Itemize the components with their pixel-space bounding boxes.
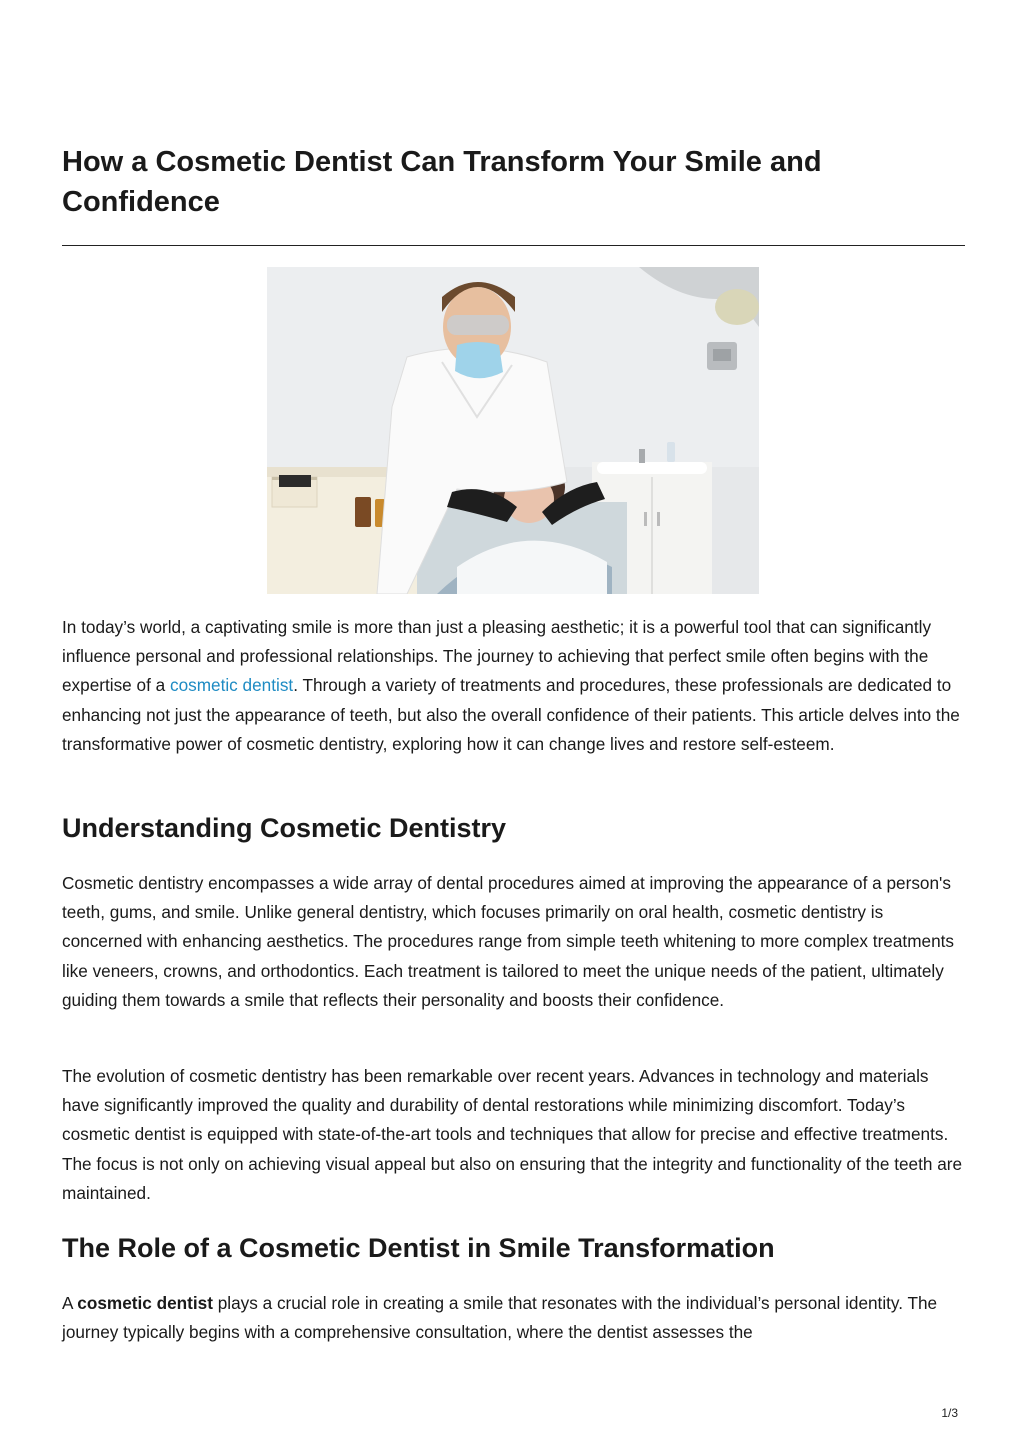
section2-paragraph-1 [62,1289,967,1347]
section-heading-role: The Role of a Cosmetic Dentist in Smile Transformation [62,1233,775,1263]
section1-paragraph-1: Cosmetic dentistry encompasses a wide array of dental procedures aimed at improving the appearance of a person's teeth, gums, and smile. Unlike general dentistry, which focuses primarily on oral health, cosmetic dentistry is concerned with enhancing aesthetics. The procedures range from simple teeth whitening to more complex treatments like veneers, crowns, and orthodontics. Each treatment is tailored to meet the unique needs of the patient, ultimately guiding them towards a smile that reflects their personality and boosts their confidence. [62,873,954,1010]
section1-paragraph-2: The evolution of cosmetic dentistry has been remarkable over recent years. Advances in technology and materials have significantly improved the quality and durability of dental restorations while minimizing discomfort. Today’s cosmetic dentist is equipped with state-of-the-art tools and techniques that allow for precise and effective treatments. The focus is not only on achieving visual appeal but also on ensuring that the integrity and functionality of the teeth are maintained. [62,1066,963,1203]
section2-text-prefix: A [62,1293,78,1313]
intro-paragraph [62,613,967,759]
section2-bold-term: cosmetic dentist [77,1293,213,1313]
page-number: 1/3 [941,1406,958,1420]
section2-text-rest: plays a crucial role in creating a smile that resonates with the individual’s personal identity. The journey typically begins with a comprehensive consultation, where the dentist assesses the [62,1293,938,1343]
page-title: How a Cosmetic Dentist Can Transform Your Smile and Confidence [62,146,822,218]
hero-image [267,267,759,594]
intro-text-after-link: . Through a variety of treatments and procedures, these professionals are dedicated to enhancing not just the appearance of teeth, but also the overall confidence of their patients. This article delves into the transformative power of cosmetic dentistry, exploring how it can change lives and restore self-esteem. [62,675,960,754]
title-divider [62,245,965,246]
cosmetic-dentist-link[interactable]: cosmetic dentist [169,675,294,696]
section-heading-understanding: Understanding Cosmetic Dentistry [62,813,507,843]
intro-text-before-link: In today’s world, a captivating smile is more than just a pleasing aesthetic; it is a powerful tool that can significantly influence personal and professional relationships. The journey to achieving that perfect smile often begins with the expertise of a [62,617,932,696]
